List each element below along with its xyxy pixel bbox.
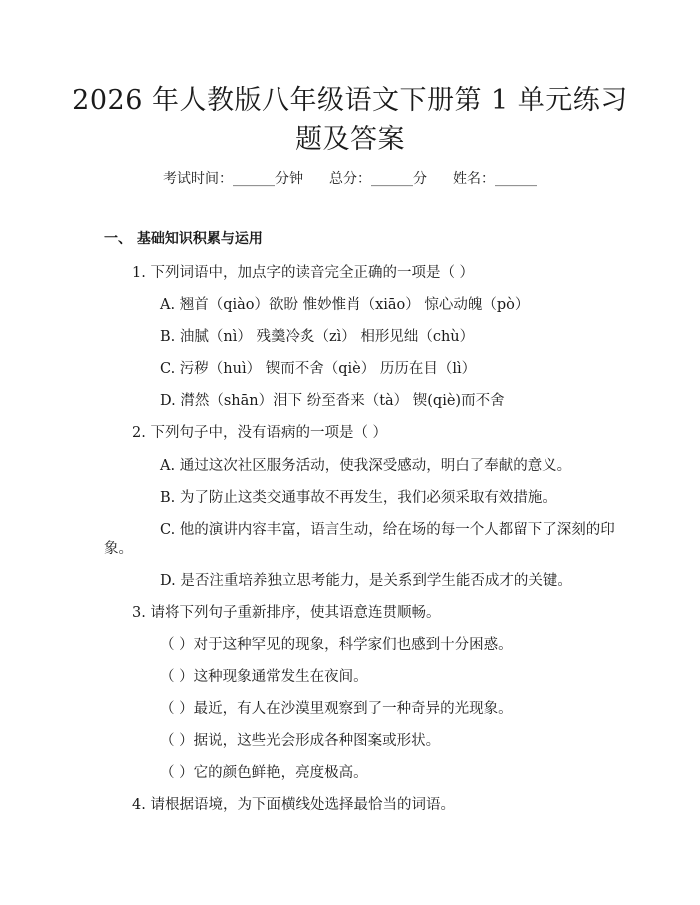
question-1-stem: 1. 下列词语中，加点字的读音完全正确的一项是（ ） <box>132 265 475 281</box>
question-3-item: （ ）它的颜色鲜艳，亮度极高。 <box>160 765 368 781</box>
question-3-item: （ ）这种现象通常发生在夜间。 <box>160 669 368 685</box>
total-score-field: 总分：______分 <box>329 171 427 187</box>
document-title-line-1: 2026 年人教版八年级语文下册第 1 单元练习 <box>72 85 628 116</box>
question-3-item: （ ）对于这种罕见的现象，科学家们也感到十分困惑。 <box>160 637 513 653</box>
question-3-item: （ ）最近，有人在沙漠里观察到了一种奇异的光现象。 <box>160 701 513 717</box>
question-1-option-a: A. 翘首（qiào）欲盼 惟妙惟肖（xiāo） 惊心动魄（pò） <box>160 297 530 313</box>
section-heading-1: 一、 基础知识积累与运用 <box>104 231 263 247</box>
document-title-line-2: 题及答案 <box>295 124 405 155</box>
question-3-item: （ ）据说，这些光会形成各种图案或形状。 <box>160 733 441 749</box>
question-2-option-b: B. 为了防止这类交通事故不再发生，我们必须采取有效措施。 <box>160 490 557 506</box>
exam-info <box>0 169 700 189</box>
question-2-option-c-continued: 象。 <box>104 541 133 557</box>
question-3-stem: 3. 请将下列句子重新排序，使其语意连贯顺畅。 <box>132 605 441 621</box>
question-2-stem: 2. 下列句子中，没有语病的一项是（ ） <box>132 425 388 441</box>
question-1-option-b: B. 油腻（nì） 残羹冷炙（zì） 相形见绌（chù） <box>160 329 475 345</box>
question-4-stem: 4. 请根据语境，为下面横线处选择最恰当的词语。 <box>132 797 455 813</box>
question-2-option-c: C. 他的演讲内容丰富，语言生动，给在场的每一个人都留下了深刻的印 <box>160 522 615 538</box>
exam-time-field: 考试时间：______分钟 <box>163 171 303 187</box>
question-1-option-c: C. 污秽（huì） 锲而不舍（qiè） 历历在目（lì） <box>160 361 477 377</box>
name-field: 姓名：______ <box>453 171 537 187</box>
question-2-option-d: D. 是否注重培养独立思考能力，是关系到学生能否成才的关键。 <box>160 573 572 589</box>
question-1-option-d: D. 潸然（shān）泪下 纷至沓来（tà） 锲(qiè)而不舍 <box>160 393 505 409</box>
question-2-option-a: A. 通过这次社区服务活动，使我深受感动，明白了奉献的意义。 <box>160 458 572 474</box>
